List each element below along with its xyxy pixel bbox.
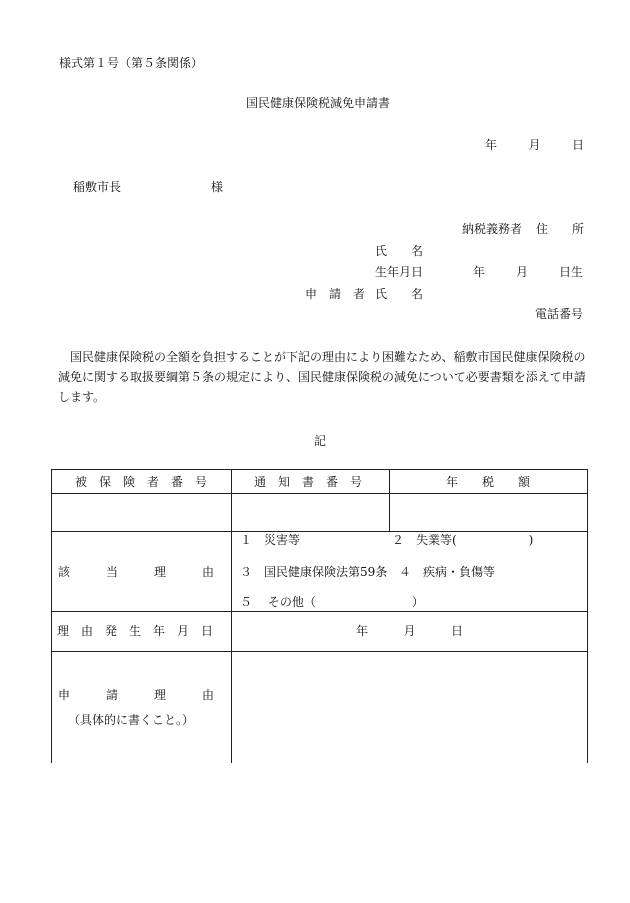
birthdate-line xyxy=(473,265,583,279)
taxpayer-label: 納税義務者 xyxy=(462,222,523,236)
insured-number-field[interactable] xyxy=(52,494,231,531)
table-rule xyxy=(51,531,588,532)
birth-day-label: 日生 xyxy=(558,265,583,279)
reason-option-unemployment[interactable]: ２ 失業等( ) xyxy=(392,533,534,547)
ki-label: 記 xyxy=(314,434,327,448)
address-label: 住 所 xyxy=(536,222,585,236)
reason-date-line[interactable] xyxy=(356,624,463,638)
reason-option-illness[interactable]: ４ 疾病・負傷等 xyxy=(399,565,496,579)
table-rule xyxy=(51,611,588,612)
reason-label: 該 当 理 由 xyxy=(58,565,215,579)
date-line xyxy=(485,138,584,152)
reason-date-day: 日 xyxy=(450,624,463,638)
form-title: 国民健康保険税減免申請書 xyxy=(246,96,391,110)
application-reason-label: 申 請 理 由 xyxy=(58,688,215,702)
reason-date-label: 理 由 発 生 年 月 日 xyxy=(57,624,214,638)
date-month-label: 月 xyxy=(528,138,541,152)
applicant-name-label: 氏 名 xyxy=(375,287,424,301)
form-label: 様式第１号（第５条関係） xyxy=(59,56,204,70)
date-day-label: 日 xyxy=(571,138,584,152)
body-paragraph xyxy=(58,347,586,407)
reason-date-month: 月 xyxy=(403,624,416,638)
addressee-mayor: 稲敷市長 xyxy=(73,180,122,194)
addressee-honorific: 様 xyxy=(211,180,224,194)
header-notice-number: 通 知 書 番 号 xyxy=(254,475,363,489)
name-label: 氏 名 xyxy=(375,244,424,258)
application-reason-field[interactable] xyxy=(232,652,587,763)
date-year-label: 年 xyxy=(485,138,498,152)
application-reason-note: （具体的に書くこと。） xyxy=(68,713,195,727)
reason-option-other[interactable]: ５ その他（ ） xyxy=(240,595,424,609)
body-text: 国民健康保険税の全額を負担することが下記の理由により困難なため、稲敷市国民健康保険税の減免に関する取扱要綱第５条の規定により、国民健康保険税の減免について必要書類を添えて申請します。 xyxy=(58,350,586,404)
reason-date-year: 年 xyxy=(356,624,369,638)
table-rule xyxy=(587,469,588,763)
birthdate-label: 生年月日 xyxy=(375,265,424,279)
header-annual-tax: 年 税 額 xyxy=(446,475,531,489)
reason-option-disaster[interactable]: １ 災害等 xyxy=(240,533,301,547)
phone-label: 電話番号 xyxy=(535,307,584,321)
birth-year-label: 年 xyxy=(473,265,486,279)
annual-tax-field[interactable] xyxy=(390,494,587,531)
table-rule xyxy=(51,469,588,470)
reason-option-article59[interactable]: ３ 国民健康保険法第59条 xyxy=(240,565,388,579)
applicant-label: 申 請 者 xyxy=(305,287,366,301)
header-insured-number: 被 保 険 者 番 号 xyxy=(75,475,208,489)
birth-month-label: 月 xyxy=(515,265,528,279)
notice-number-field[interactable] xyxy=(232,494,389,531)
